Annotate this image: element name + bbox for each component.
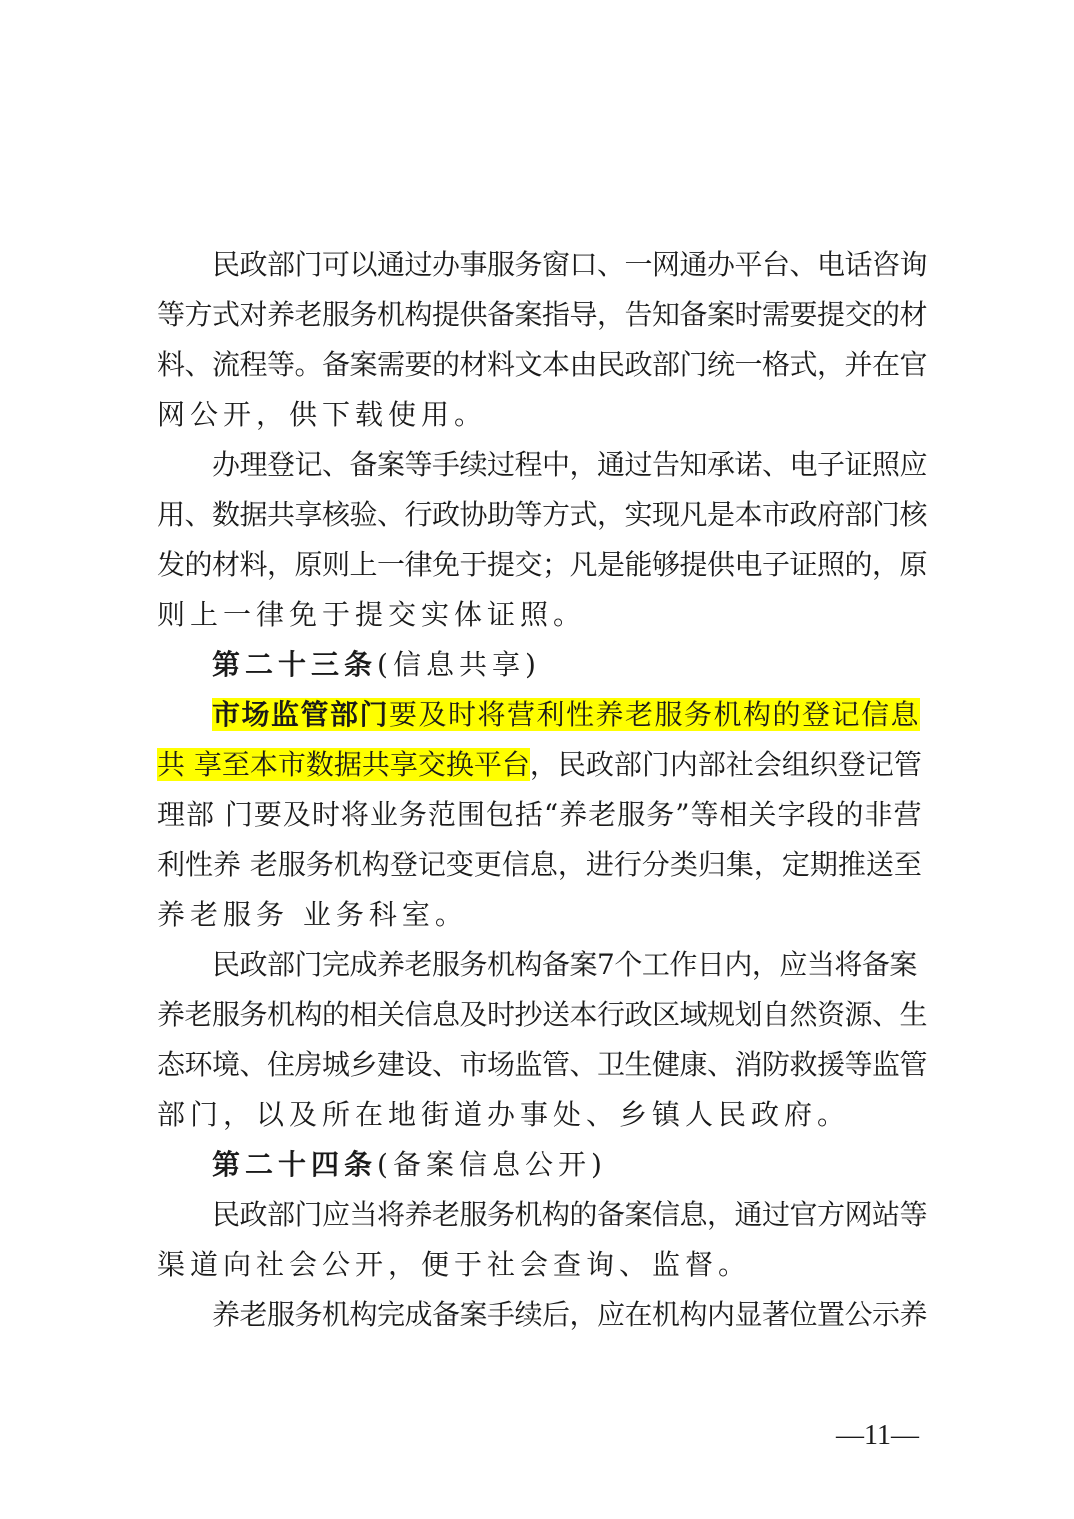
article-heading (212, 1140, 927, 1190)
highlighted-text: 要及时将营利性养老服务机构的登记信息 (389, 698, 921, 731)
paragraph-line: 养老服务机构完成备案手续后，应在机构内显著位置公示养 (212, 1298, 928, 1331)
paragraph-line: 渠道向社会公开，便于社会查询、监督。 (157, 1248, 752, 1281)
paragraph-line: 部门，以及所在地街道办事处、乡镇人民政府。 (157, 1098, 851, 1131)
paragraph-line: 民政部门完成养老服务机构备案7个工作日内，应当将备案 (212, 948, 917, 981)
highlighted-line (212, 690, 927, 740)
paragraph-line: 民政部门应当将养老服务机构的备案信息，通过官方网站等 (212, 1198, 928, 1231)
paragraph-line: 办理登记、备案等手续过程中，通过告知承诺、电子证照应 (212, 448, 928, 481)
article-heading (212, 640, 927, 690)
article-title: (信息共享) (377, 648, 541, 681)
paragraph-line: 用、数据共享核验、行政协助等方式，实现凡是本市政府部门核 (157, 498, 928, 531)
paragraph-line: 民政部门可以通过办事服务窗口、一网通办平台、电话咨询 (212, 248, 928, 281)
paragraph-line: 料、流程等。备案需要的材料文本由民政部门统一格式，并在官 (157, 348, 928, 381)
article-title: (备案信息公开) (377, 1148, 607, 1181)
highlighted-bold-text: 市场监管部门 (212, 698, 390, 731)
paragraph-line: 利性养 老服务机构登记变更信息，进行分类归集，定期推送至 (157, 848, 922, 881)
highlighted-text: 共 享至本市数据共享交换平台 (157, 748, 530, 781)
highlighted-line (157, 740, 927, 790)
paragraph-line: 则上一律免于提交实体证照。 (157, 598, 587, 631)
paragraph-line: 等方式对养老服务机构提供备案指导，告知备案时需要提交的材 (157, 298, 928, 331)
paragraph-line: 发的材料，原则上一律免于提交；凡是能够提供电子证照的，原 (157, 548, 928, 581)
paragraph-line: 网公开，供下载使用。 (157, 398, 488, 431)
paragraph-line: 养老服务机构的相关信息及时抄送本行政区域规划自然资源、生 (157, 998, 928, 1031)
paragraph-text: ，民政部门内部社会组织登记管 (529, 748, 922, 781)
article-number: 第二十四条 (212, 1148, 378, 1181)
page-number: —11— (836, 1420, 919, 1451)
paragraph-line: 养老服务 业务科室。 (157, 898, 468, 931)
paragraph-line: 理部 门要及时将业务范围包括“养老服务”等相关字段的非营 (157, 798, 923, 831)
article-number: 第二十三条 (212, 648, 378, 681)
paragraph-line: 态环境、住房城乡建设、市场监管、卫生健康、消防救援等监管 (157, 1048, 928, 1081)
